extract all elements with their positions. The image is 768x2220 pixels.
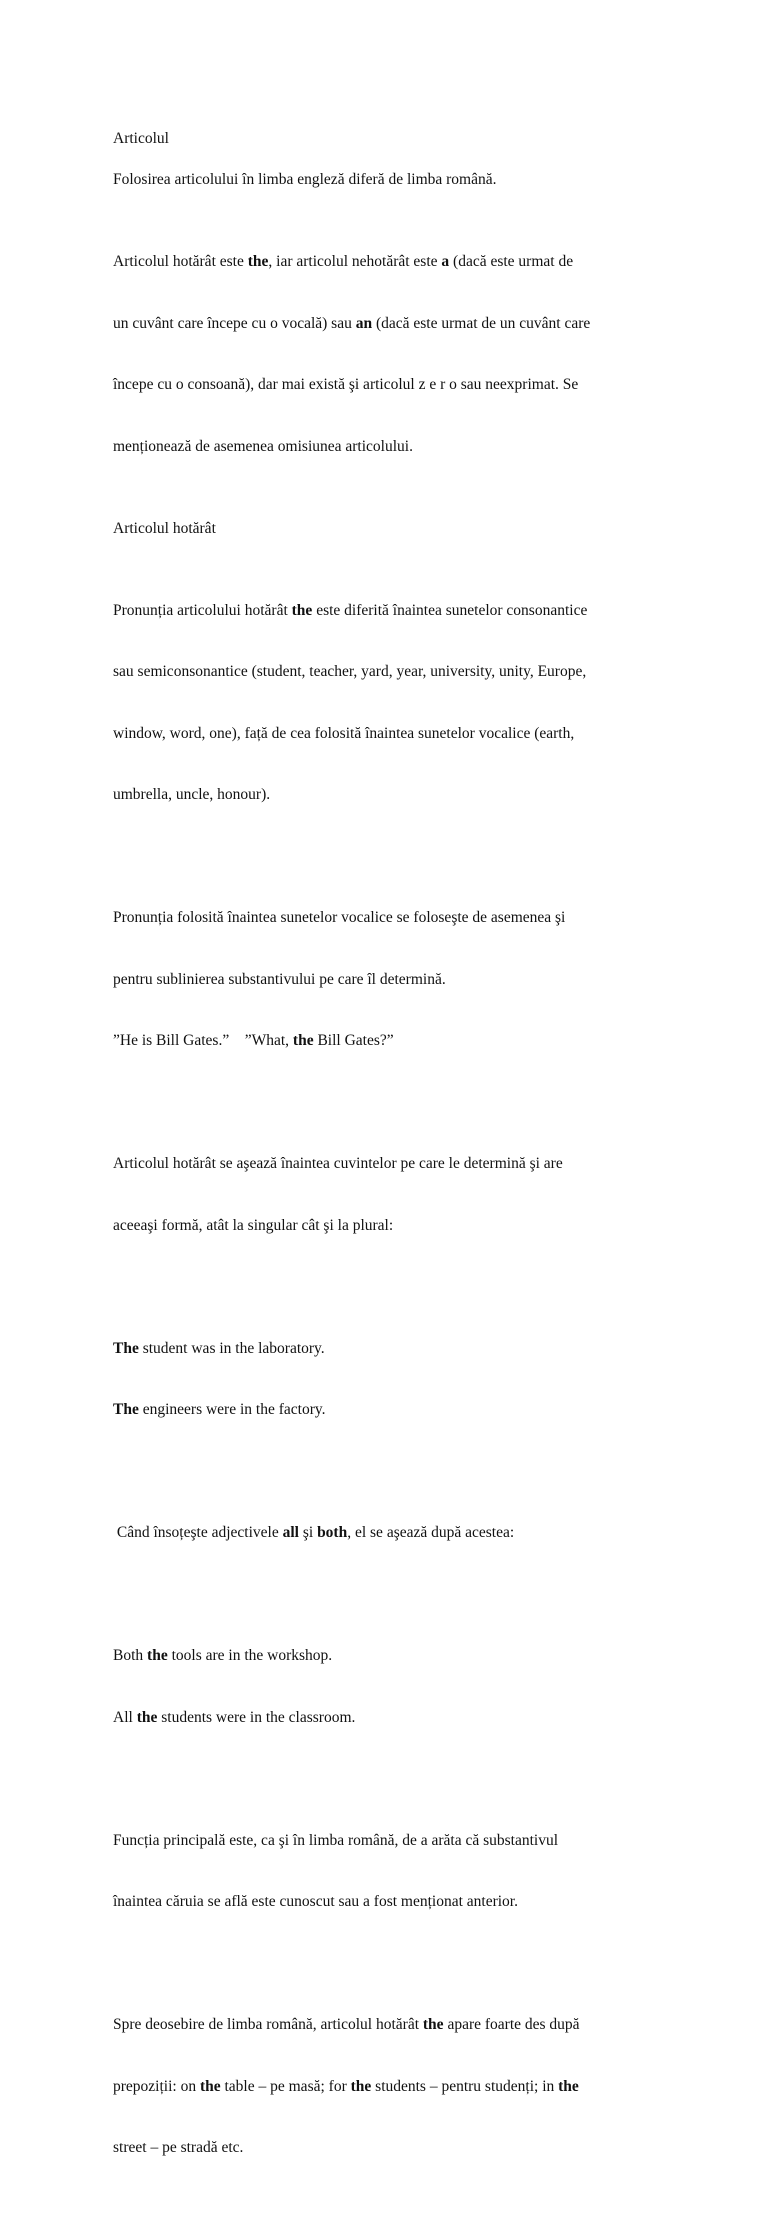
text-run: street – pe stradă etc.	[113, 2139, 244, 2156]
text-run: Pronunția articolului hotărât	[113, 601, 292, 619]
text-run: students were in the classroom.	[157, 1708, 356, 1726]
paragraph-line	[113, 1892, 673, 1913]
paragraph-line	[113, 1216, 673, 1237]
bold-text: a	[441, 253, 450, 270]
articles-paragraph	[113, 211, 673, 498]
paragraph-line	[113, 1154, 673, 1175]
paragraph-line	[113, 1523, 673, 1544]
paragraph-line	[113, 375, 673, 396]
text-run: Articolul hotărât este	[113, 253, 248, 270]
text-run: Pronunția folosită înaintea sunetelor vocalice se foloseşte de asemenea şi	[113, 909, 566, 926]
example-line	[113, 1031, 673, 1052]
paragraph-line	[113, 437, 673, 458]
function-paragraph	[113, 1790, 673, 1954]
text-run: Both	[113, 1647, 148, 1664]
example-line	[113, 1400, 673, 1421]
bold-text: the	[558, 2077, 579, 2095]
document-title: Articolul	[113, 130, 169, 147]
bold-text: the	[199, 2077, 221, 2095]
paragraph-line	[113, 314, 673, 335]
prepositions-paragraph	[113, 1974, 673, 2200]
paragraph-line	[113, 601, 673, 622]
bold-text: an	[355, 314, 373, 332]
text-run: un cuvânt care începe cu o vocală) sau	[113, 314, 356, 332]
text-run: înaintea căruia se află este cunoscut sau a fost menționat anterior.	[113, 1893, 518, 1910]
paragraph-line	[113, 970, 673, 991]
example-line	[113, 1708, 673, 1729]
text-run: este diferită înaintea sunetelor consonantice	[312, 601, 588, 619]
bold-text: the	[291, 601, 313, 619]
text-run: engineers were in the factory.	[138, 1401, 326, 1418]
all-both-examples	[113, 1605, 673, 1769]
bold-text: The	[113, 1401, 139, 1418]
text-run: sau semiconsonantice (student, teacher, yard, year, university, unity, Europe,	[113, 663, 587, 680]
document-page	[113, 129, 673, 2220]
text-run: pentru sublinierea substantivului pe care îl determină.	[113, 970, 446, 988]
text-run: Articolul hotărât se aşează înaintea cuvintelor pe care le determină şi are	[113, 1155, 563, 1172]
example-line	[113, 1646, 673, 1667]
paragraph-line	[113, 662, 673, 683]
paragraph-line	[113, 1831, 673, 1852]
text-run: şi	[298, 1524, 318, 1541]
position-paragraph	[113, 1113, 673, 1277]
text-run: Spre deosebire de limba română, articolul hotărât	[113, 2016, 423, 2033]
examples-paragraph	[113, 1298, 673, 1462]
paragraph-line	[113, 908, 673, 929]
all-both-paragraph	[113, 1482, 673, 1585]
text-run: umbrella, uncle, honour).	[113, 786, 271, 803]
example-line	[113, 1339, 673, 1360]
text-run: All	[113, 1708, 137, 1726]
text-run: (dacă este urmat de un cuvânt care	[372, 314, 591, 332]
paragraph-line	[113, 2015, 673, 2036]
intro-paragraph: Folosirea articolului în limba engleză diferă de limba română.	[113, 171, 497, 188]
paragraph-line	[113, 785, 673, 806]
text-run: ”He is Bill Gates.” ”What,	[113, 1032, 293, 1049]
text-run: începe cu o consoană), dar mai există şi articolul z e r o sau neexprimat. Se	[113, 376, 579, 393]
pronunciation-paragraph	[113, 560, 673, 847]
paragraph-line	[113, 252, 673, 273]
paragraph-line	[113, 724, 673, 745]
text-run: , el se aşează după acestea:	[347, 1524, 515, 1541]
text-run: apare foarte des după	[443, 2016, 580, 2033]
bold-text: the	[147, 1647, 168, 1664]
bold-text: the	[292, 1032, 314, 1049]
bold-text: the	[247, 253, 269, 270]
text-run: Când însoțeşte adjectivele	[113, 1524, 283, 1541]
text-run: Bill Gates?”	[313, 1032, 394, 1049]
bold-text: both	[317, 1524, 348, 1541]
text-run: window, word, one), față de cea folosită înaintea sunetelor vocalice (earth,	[113, 724, 575, 742]
paragraph-line	[113, 2077, 673, 2098]
bold-text: the	[422, 2016, 444, 2033]
definite-article-heading: Articolul hotărât	[113, 519, 216, 537]
text-run: prepoziții: on	[113, 2077, 200, 2095]
text-run: tools are in the workshop.	[167, 1647, 333, 1664]
bold-text: The	[113, 1339, 139, 1357]
vowel-usage-paragraph	[113, 867, 673, 1093]
text-run: table – pe masă; for	[220, 2077, 351, 2095]
text-run: menționează de asemenea omisiunea articolului.	[113, 437, 413, 455]
paragraph-line	[113, 2138, 673, 2159]
bold-text: the	[136, 1708, 158, 1726]
text-run: Funcția principală este, ca şi în limba română, de a arăta că substantivul	[113, 1831, 559, 1849]
text-run: aceeaşi formă, atât la singular cât şi la plural:	[113, 1216, 394, 1234]
text-run: students – pentru studenți; in	[371, 2077, 559, 2095]
text-run: (dacă este urmat de	[449, 253, 574, 270]
bold-text: the	[350, 2077, 372, 2095]
text-run: , iar articolul nehotărât este	[268, 253, 442, 270]
text-run: student was in the laboratory.	[138, 1339, 325, 1357]
bold-text: all	[282, 1524, 299, 1541]
